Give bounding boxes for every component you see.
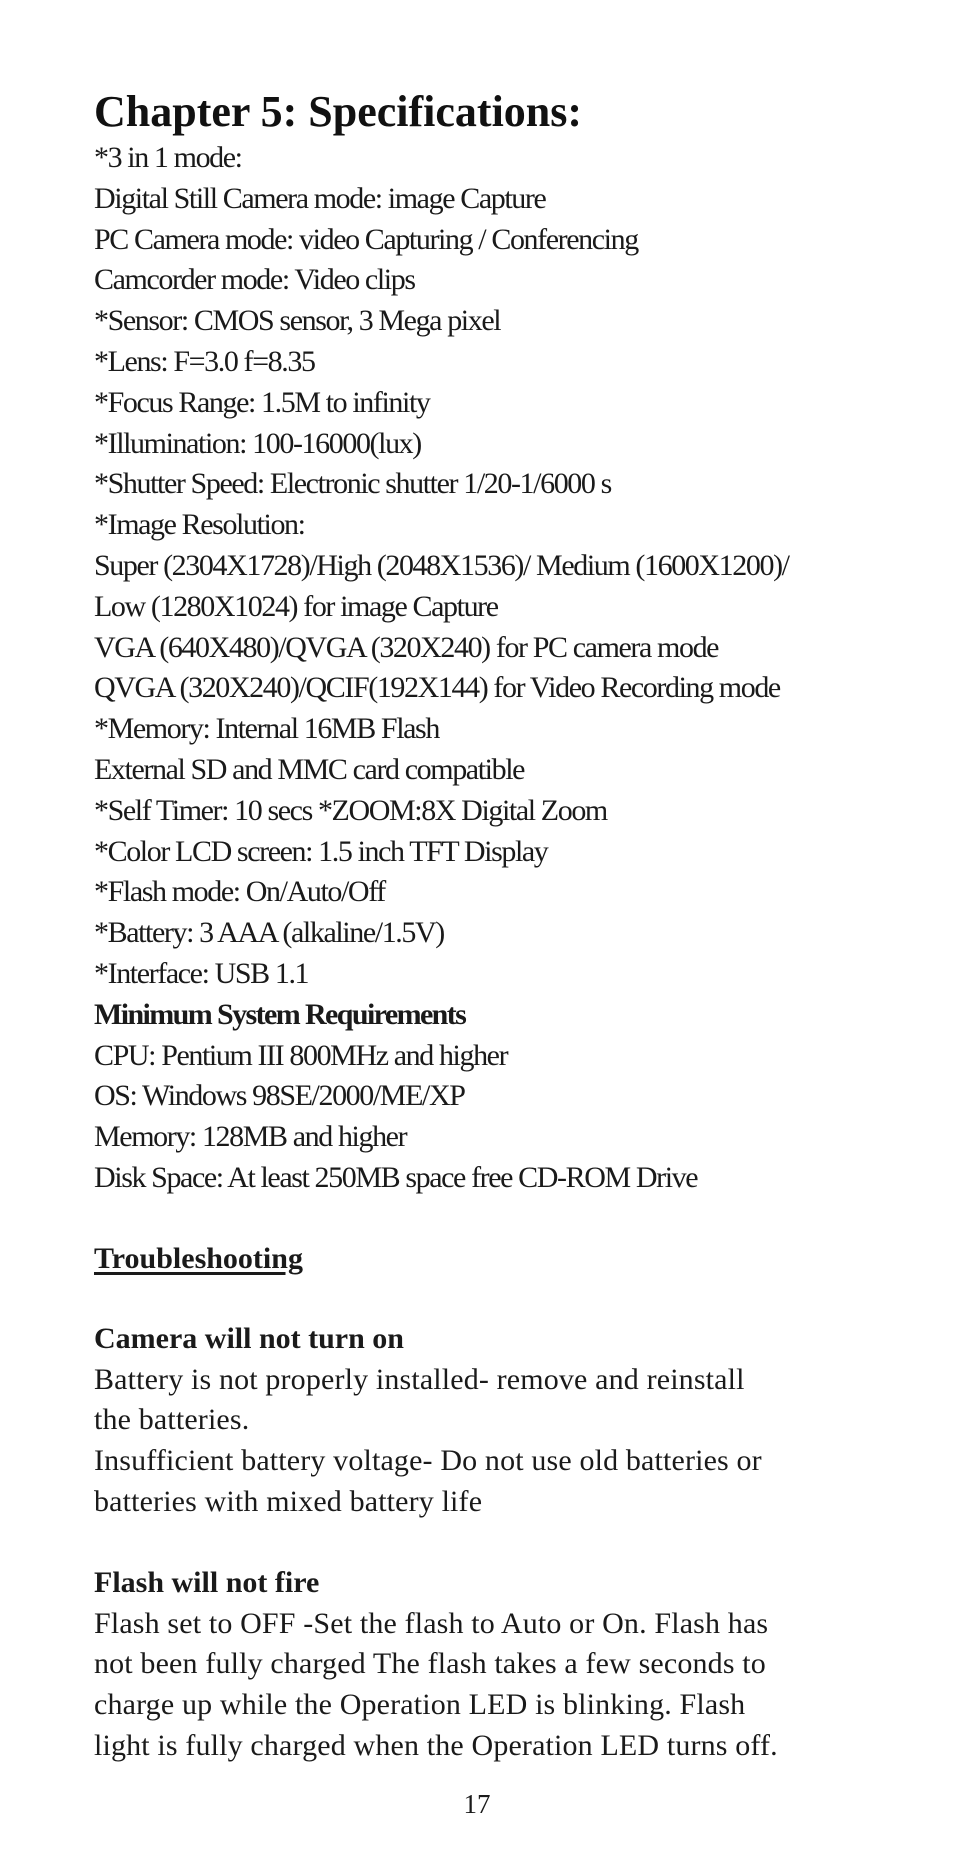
- spec-line: *Interface: USB 1.1: [94, 956, 309, 990]
- spec-line: PC Camera mode: video Capturing / Conferencing: [94, 222, 638, 256]
- issue-description-line: charge up while the Operation LED is blinking. Flash: [94, 1688, 746, 1722]
- spec-line: *Sensor: CMOS sensor, 3 Mega pixel: [94, 304, 501, 338]
- issue-description-line: light is fully charged when the Operation LED turns off.: [94, 1728, 778, 1762]
- spec-line: *Focus Range: 1.5M to infinity: [94, 385, 430, 419]
- spec-line: Super (2304X1728)/High (2048X1536)/ Medium (1600X1200)/: [94, 548, 789, 582]
- spec-line: VGA (640X480)/QVGA (320X240) for PC camera mode: [94, 630, 719, 664]
- spec-line: *Self Timer: 10 secs *ZOOM:8X Digital Zoom: [94, 793, 607, 827]
- spec-line: External SD and MMC card compatible: [94, 752, 525, 786]
- spec-line: CPU: Pentium III 800MHz and higher: [94, 1038, 508, 1072]
- spec-line: OS: Windows 98SE/2000/ME/XP: [94, 1079, 465, 1113]
- spec-line: Disk Space: At least 250MB space free CD-ROM Drive: [94, 1160, 698, 1194]
- issue-description-line: the batteries.: [94, 1403, 250, 1437]
- issue-description-line: Battery is not properly installed- remove and reinstall: [94, 1362, 745, 1396]
- spec-line: *Shutter Speed: Electronic shutter 1/20-1/6000 s: [94, 467, 611, 501]
- spec-line: *Battery: 3 AAA (alkaline/1.5V): [94, 916, 444, 950]
- issue-description-line: Flash set to OFF -Set the flash to Auto or On. Flash has: [94, 1606, 769, 1640]
- spec-line: *Illumination: 100-16000(lux): [94, 426, 421, 460]
- specifications-list: [94, 138, 894, 1199]
- troubleshooting-issue: [94, 1319, 894, 1523]
- troubleshooting-heading: Troubleshooting: [94, 1241, 303, 1275]
- issue-description-line: Insufficient battery voltage- Do not use old batteries or: [94, 1444, 762, 1478]
- spec-line: *Memory: Internal 16MB Flash: [94, 712, 439, 746]
- spec-line: *Color LCD screen: 1.5 inch TFT Display: [94, 834, 548, 868]
- issue-title: Camera will not turn on: [94, 1321, 404, 1355]
- spec-line: *Image Resolution:: [94, 508, 305, 542]
- spec-line: Low (1280X1024) for image Capture: [94, 589, 498, 623]
- issue-description-line: batteries with mixed battery life: [94, 1484, 483, 1518]
- spec-line: *3 in 1 mode:: [94, 141, 242, 174]
- troubleshooting-issue: [94, 1563, 894, 1767]
- chapter-title: Chapter 5: Specifications:: [94, 87, 583, 136]
- spec-line: Camcorder mode: Video clips: [94, 263, 415, 297]
- spec-line: Digital Still Camera mode: image Capture: [94, 181, 546, 215]
- spec-line: QVGA (320X240)/QCIF(192X144) for Video Recording mode: [94, 671, 780, 705]
- page-number: 17: [463, 1789, 491, 1819]
- spec-line: Memory: 128MB and higher: [94, 1120, 407, 1154]
- manual-page: [94, 86, 894, 1767]
- spec-section-heading: Minimum System Requirements: [94, 997, 466, 1031]
- issue-title: Flash will not fire: [94, 1565, 320, 1599]
- spec-line: *Lens: F=3.0 f=8.35: [94, 344, 315, 378]
- spec-line: *Flash mode: On/Auto/Off: [94, 875, 385, 909]
- issue-description-line: not been fully charged The flash takes a few seconds to: [94, 1647, 766, 1681]
- troubleshooting-issues: [94, 1319, 894, 1767]
